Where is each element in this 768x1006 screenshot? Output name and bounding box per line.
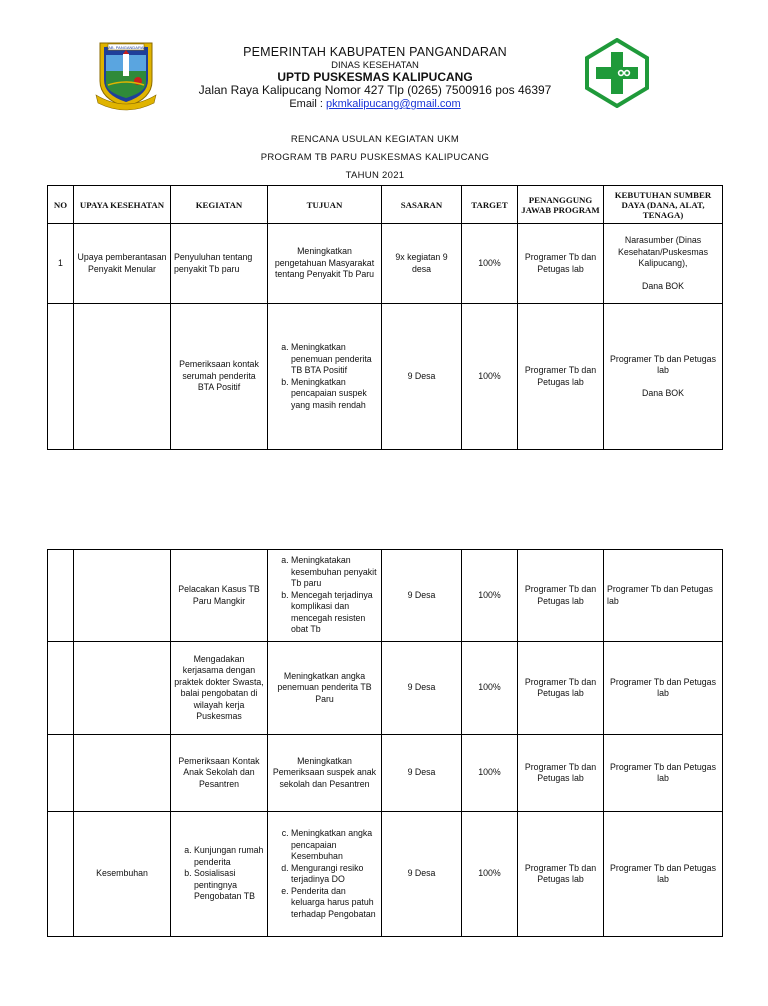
kegiatan-item: a. Kunjungan rumah penderita	[194, 845, 264, 868]
table-header-row	[48, 186, 723, 224]
cell-penanggung-jawab: Programer Tb dan Petugas lab	[518, 550, 604, 642]
kebutuhan-line: Narasumber (Dinas Kesehatan/Puskesmas Kalipucang),	[618, 235, 708, 268]
cell-target: 100%	[462, 812, 518, 937]
cell-upaya: Upaya pemberantasan Penyakit Menular	[74, 224, 171, 304]
puskesmas-logo	[585, 38, 649, 108]
cell-kebutuhan	[604, 304, 723, 450]
cell-kebutuhan: Programer Tb dan Petugas lab	[604, 550, 723, 642]
activity-table-page2	[47, 549, 723, 937]
kegiatan-item: b. Sosialisasi pentingnya Pengobatan TB	[194, 868, 264, 903]
program-title: PROGRAM TB PARU PUSKESMAS KALIPUCANG	[260, 152, 490, 163]
tujuan-item: b. Mencegah terjadinya komplikasi dan mencegah resisten obat Tb	[291, 590, 378, 636]
cell-kebutuhan: Programer Tb dan Petugas lab	[604, 812, 723, 937]
cell-sasaran: 9 Desa	[382, 812, 462, 937]
cell-kegiatan	[171, 812, 268, 937]
header-institution: UPTD PUSKESMAS KALIPUCANG	[277, 70, 473, 84]
col-header-sasaran: SASARAN	[382, 186, 462, 224]
col-header-upaya: UPAYA KESEHATAN	[74, 186, 171, 224]
tujuan-item: d. Mengurangi resiko terjadinya DO	[291, 863, 378, 886]
cell-kegiatan: Pemeriksaan kontak serumah penderita BTA Positif	[171, 304, 268, 450]
tujuan-item: c. Meningkatkan angka pencapaian Kesembuhan	[291, 828, 378, 863]
cell-kegiatan: Pemeriksaan Kontak Anak Sekolah dan Pesantren	[171, 735, 268, 812]
kebutuhan-line: Dana BOK	[641, 387, 685, 398]
col-header-penanggung-jawab: PENANGGUNG JAWAB PROGRAM	[518, 186, 604, 224]
cell-tujuan: Meningkatkan angka penemuan penderita TB Paru	[268, 642, 382, 735]
col-header-kebutuhan: KEBUTUHAN SUMBER DAYA (DANA, ALAT, TENAGA)	[604, 186, 723, 224]
cell-kegiatan: Pelacakan Kasus TB Paru Mangkir	[171, 550, 268, 642]
cell-penanggung-jawab: Programer Tb dan Petugas lab	[518, 224, 604, 304]
cell-kegiatan: Mengadakan kerjasama dengan praktek dokter Swasta, balai pengobatan di wilayah kerja Puskesmas	[171, 642, 268, 735]
cell-upaya	[74, 304, 171, 450]
seal-banner-text: KAB. PANGANDARAN	[105, 45, 147, 50]
col-header-kegiatan: KEGIATAN	[171, 186, 268, 224]
tujuan-item: a. Meningkatkan penemuan penderita TB BTA Positif	[291, 342, 378, 377]
cell-penanggung-jawab: Programer Tb dan Petugas lab	[518, 812, 604, 937]
cell-penanggung-jawab: Programer Tb dan Petugas lab	[518, 304, 604, 450]
year-title: TAHUN 2021	[345, 170, 405, 181]
cell-kebutuhan: Programer Tb dan Petugas lab	[604, 735, 723, 812]
email-link[interactable]: pkmkalipucang@gmail.com	[326, 98, 461, 110]
header-email-line	[180, 98, 570, 110]
cell-kebutuhan	[604, 224, 723, 304]
cell-target: 100%	[462, 735, 518, 812]
tujuan-item: e. Penderita dan keluarga harus patuh terhadap Pengobatan	[291, 886, 378, 921]
cell-kegiatan: Penyuluhan tentang penyakit Tb paru	[171, 224, 268, 304]
document-title: RENCANA USULAN KEGIATAN UKM	[290, 134, 460, 145]
col-header-target: TARGET	[462, 186, 518, 224]
kebutuhan-line: Programer Tb dan Petugas lab	[610, 353, 716, 376]
cell-tujuan: Meningkatkan pengetahuan Masyarakat tentang Penyakit Tb Paru	[268, 224, 382, 304]
cell-tujuan: Meningkatkan Pemeriksaan suspek anak sekolah dan Pesantren	[268, 735, 382, 812]
cell-sasaran: 9x kegiatan 9 desa	[382, 224, 462, 304]
table-row	[48, 812, 723, 937]
tujuan-item: a. Meningkatakan kesembuhan penyakit Tb paru	[291, 555, 378, 590]
col-header-tujuan: TUJUAN	[268, 186, 382, 224]
regency-seal-logo	[94, 37, 158, 111]
cell-tujuan	[268, 304, 382, 450]
table-row	[48, 642, 723, 735]
cell-tujuan	[268, 550, 382, 642]
cell-target: 100%	[462, 304, 518, 450]
cell-sasaran: 9 Desa	[382, 642, 462, 735]
cell-target: 100%	[462, 224, 518, 304]
cell-target: 100%	[462, 550, 518, 642]
table-row	[48, 550, 723, 642]
table-row	[48, 735, 723, 812]
tujuan-item: b. Meningkatkan pencapaian suspek yang masih rendah	[291, 377, 378, 412]
cell-upaya: Kesembuhan	[74, 812, 171, 937]
cell-sasaran: 9 Desa	[382, 304, 462, 450]
cell-penanggung-jawab: Programer Tb dan Petugas lab	[518, 642, 604, 735]
cell-sasaran: 9 Desa	[382, 735, 462, 812]
header-address: Jalan Raya Kalipucang Nomor 427 Tlp (0265) 7500916 pos 46397	[198, 83, 552, 97]
cell-tujuan	[268, 812, 382, 937]
cell-sasaran: 9 Desa	[382, 550, 462, 642]
header-department: DINAS KESEHATAN	[331, 60, 419, 71]
cell-penanggung-jawab: Programer Tb dan Petugas lab	[518, 735, 604, 812]
table-row	[48, 224, 723, 304]
cell-target: 100%	[462, 642, 518, 735]
email-label: Email :	[289, 98, 326, 110]
header-government: PEMERINTAH KABUPATEN PANGANDARAN	[243, 45, 507, 59]
kebutuhan-line: Dana BOK	[641, 280, 685, 291]
table-row	[48, 304, 723, 450]
cell-no	[48, 304, 74, 450]
activity-table-page1	[47, 185, 723, 450]
cell-no: 1	[48, 224, 74, 304]
cell-kebutuhan: Programer Tb dan Petugas lab	[604, 642, 723, 735]
col-header-no: NO	[48, 186, 74, 224]
